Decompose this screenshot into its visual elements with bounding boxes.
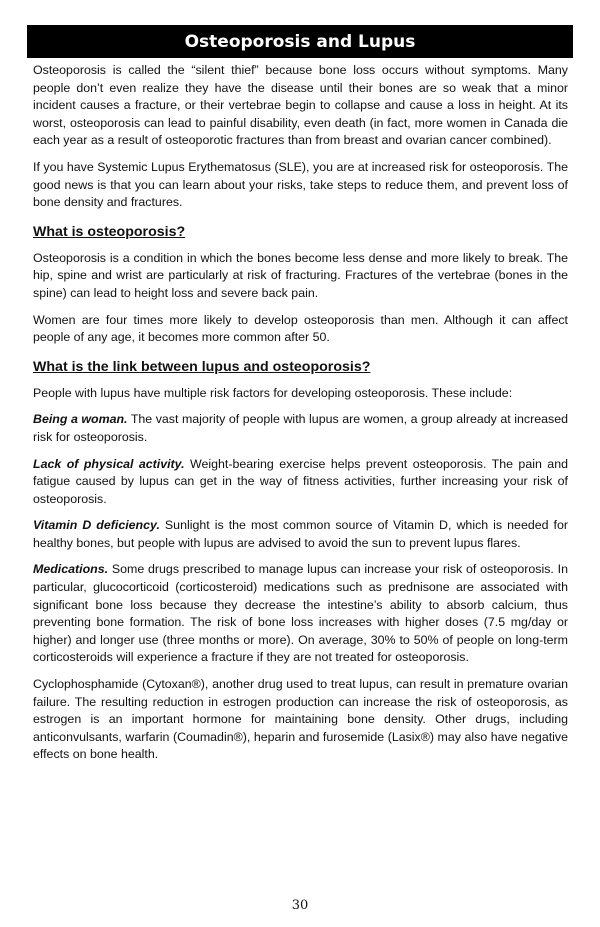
risk-factor-lead: Vitamin D deficiency. [33, 518, 160, 533]
section1-paragraph: Osteoporosis is a condition in which the bones become less dense and more likely to break. The hip, spine and wrist are particularly at risk of fracturing. Fractures of the vertebrae (bones in the spine) can lead to height loss and severe back pain. [33, 250, 568, 300]
section1-paragraph: Women are four times more likely to develop osteoporosis than men. Although it can affect people of any age, it becomes more common after 50. [33, 312, 568, 345]
intro-paragraph: If you have Systemic Lupus Erythematosus (SLE), you are at increased risk for osteoporosis. The good news is that you can learn about your risks, take steps to reduce them, and prevent loss of bone density and fractures. [33, 159, 568, 210]
risk-factor-text: Some drugs prescribed to manage lupus can increase your risk of osteoporosis. In particular, glucocorticoid (corticosteroid) medications such as prednisone are associated with significant bone loss because they decrease the intestine’s ability to absorb calcium, thus preventing bone formation. The risk of bone loss increases with higher doses (7.5 mg/day or higher) and longer use (three months or more). On average, 30% to 50% of people on long-term corticosteroids will experience a fracture if they are not treated for osteoporosis. [33, 562, 568, 665]
page-title: Osteoporosis and Lupus [184, 31, 416, 52]
risk-factor-lead: Lack of physical activity. [33, 456, 185, 471]
intro-paragraph: Osteoporosis is called the “silent thief” because bone loss occurs without symptoms. Many people don’t even realize they have the disease until their bones are so weak that a minor incident causes a fracture, or their vertebrae begin to collapse and cause a loss in height. At its worst, osteoporosis can lead to painful disability, even death (in fact, more women in Canada die each year as a result of osteoporotic fractures than from breast and ovarian cancer combined). [33, 63, 568, 148]
risk-factor-text: Weight-bearing exercise helps prevent osteoporosis. The pain and fatigue caused by lupus can get in the way of fitness activities, further increasing your risk of osteoporosis. [33, 456, 568, 506]
section-heading-what-is-osteoporosis: What is osteoporosis? [33, 223, 186, 240]
risk-factor-lead: Medications. [33, 562, 109, 577]
page-number: 30 [291, 898, 309, 913]
risk-factor-vitamin-d [33, 517, 568, 552]
risk-factor-text: Sunlight is the most common source of Vitamin D, which is needed for healthy bones, but people with lupus are advised to avoid the sun to prevent lupus flares. [33, 518, 568, 550]
risk-factor-text: The vast majority of people with lupus are women, a group already at increased risk for osteoporosis. [33, 412, 568, 444]
closing-paragraph: Cyclophosphamide (Cytoxan®), another drug used to treat lupus, can result in premature ovarian failure. The resulting reduction in estrogen production can increase the risk of osteoporosis, as estrogen is an important hormone for maintaining bone density. Other drugs, including anticonvulsants, warfarin (Coumadin®), heparin and furosemide (Lasix®) may also have negative effects on bone health. [33, 677, 568, 762]
page-title-banner [27, 25, 573, 58]
risk-factor-medications [33, 561, 568, 667]
risk-factor-being-a-woman [33, 411, 568, 446]
section-heading-lupus-link: What is the link between lupus and osteoporosis? [33, 358, 371, 375]
article-body [33, 62, 568, 773]
risk-factor-lead: Being a woman. [33, 412, 128, 427]
risk-factor-physical-activity [33, 456, 568, 509]
section2-intro: People with lupus have multiple risk factors for developing osteoporosis. These include: [33, 385, 513, 400]
